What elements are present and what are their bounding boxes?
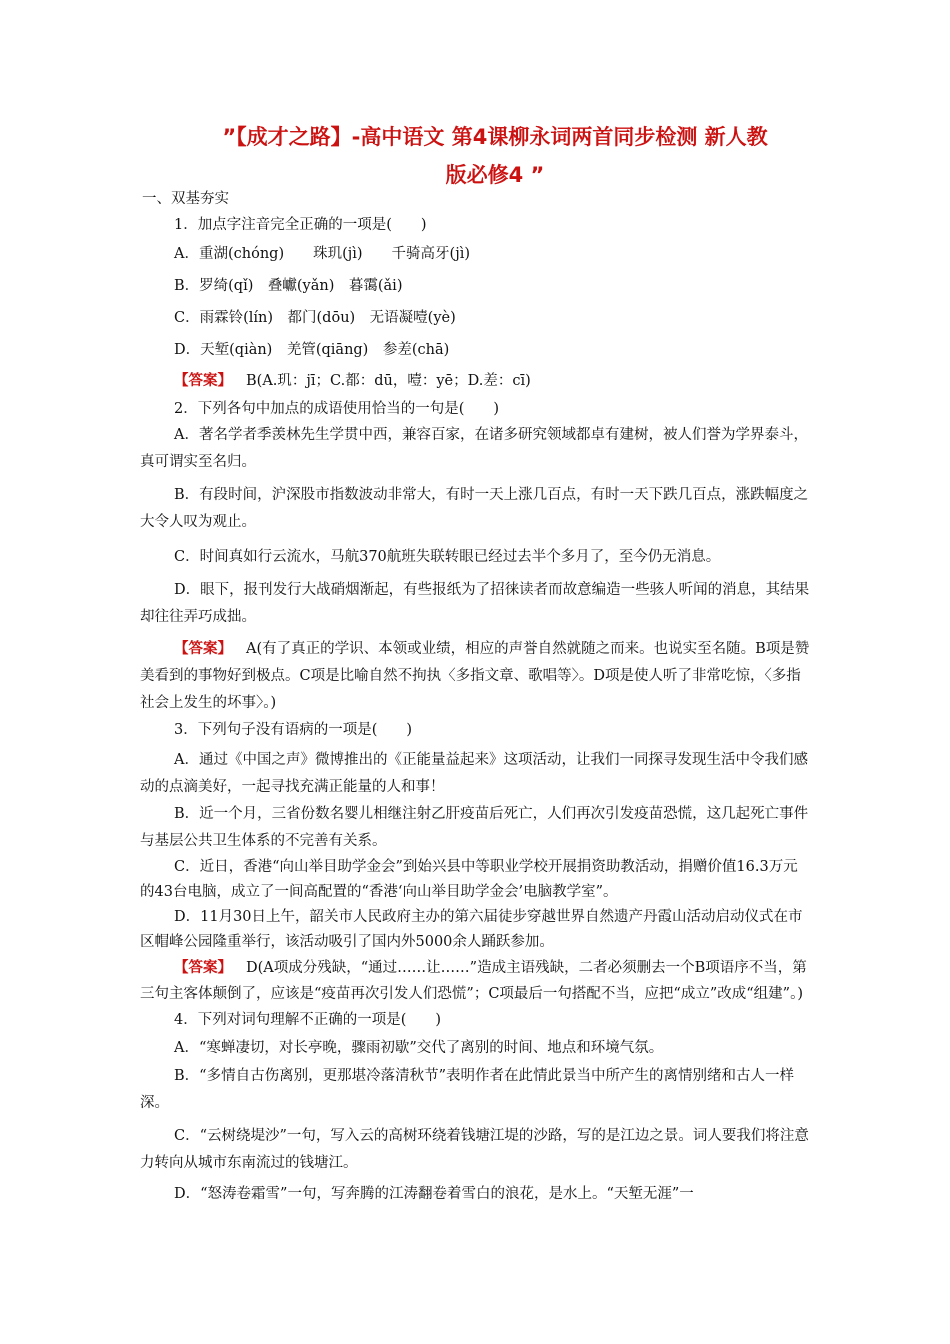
question-3-option-d: D．11月30日上午，韶关市人民政府主办的第六届徒步穿越世界自然遗产丹霞山活动启动仪式在市区帽峰公园隆重举行，该活动吸引了国内外5000余人踊跃参加。 xyxy=(140,909,803,950)
question-1-option-b: B．罗绮(qǐ) 叠巘(yǎn) 暮霭(ǎi) xyxy=(174,278,403,294)
answer-label: 【答案】 xyxy=(174,959,232,976)
answer-text: B(A.玑：jī；C.都：dū，噎：yē；D.差：cī) xyxy=(246,373,531,389)
question-4-stem: 4．下列对词句理解不正确的一项是( ) xyxy=(174,1012,442,1028)
question-1-option-a: A．重湖(chóng) 珠玑(jì) 千骑高牙(jì) xyxy=(174,246,470,262)
question-2-option-a: A．著名学者季羡林先生学贯中西，兼容百家，在诸多研究领域都卓有建树，被人们誉为学界泰斗，真可谓实至名归。 xyxy=(140,427,808,470)
answer-label: 【答案】 xyxy=(174,372,232,389)
question-3-option-a: A．通过《中国之声》微博推出的《正能量益起来》这项活动，让我们一同探寻发现生活中令我们感动的点滴美好，一起寻找充满正能量的人和事！ xyxy=(140,752,808,795)
question-4-option-d: D．“怒涛卷霜雪”一句，写奔腾的江涛翻卷着雪白的浪花，是水上。“天堑无涯”一 xyxy=(174,1186,694,1202)
question-4-option-b: B．“多情自古伤离别，更那堪冷落清秋节”表明作者在此情此景当中所产生的离情别绪和古人一样深。 xyxy=(140,1068,794,1111)
question-3-stem: 3．下列句子没有语病的一项是( ) xyxy=(174,722,413,738)
question-2-option-b: B．有段时间，沪深股市指数波动非常大，有时一天上涨几百点，有时一天下跌几百点，涨跌幅度之大令人叹为观止。 xyxy=(140,487,809,530)
section-heading: 一、双基夯实 xyxy=(142,191,229,207)
document-title xyxy=(100,118,890,194)
question-1-option-d: D．天堑(qiàn) 羌管(qiāng) 参差(chā) xyxy=(174,342,450,358)
question-3-option-b: B．近一个月，三省份数名婴儿相继注射乙肝疫苗后死亡，人们再次引发疫苗恐慌，这几起死亡事件与基层公共卫生体系的不完善有关系。 xyxy=(140,806,809,849)
question-1-stem: 1．加点字注音完全正确的一项是( ) xyxy=(174,217,427,233)
question-4-option-a: A．“寒蝉凄切，对长亭晚，骤雨初歇”交代了离别的时间、地点和环境气氛。 xyxy=(174,1040,664,1056)
title-line-1: ”【成才之路】-高中语文 第4课柳永词两首同步检测 新人教 xyxy=(222,125,768,149)
question-3-option-c: C．近日，香港“向山举目助学金会”到始兴县中等职业学校开展捐资助教活动，捐赠价值16.3万元的43台电脑，成立了一间高配置的“香港‘向山举目助学金会’电脑教学室”。 xyxy=(140,859,798,900)
title-line-2: 版必修4 ” xyxy=(445,163,545,187)
question-3-answer xyxy=(140,955,812,1007)
question-2-stem: 2．下列各句中加点的成语使用恰当的一句是( ) xyxy=(174,401,500,417)
question-2-answer xyxy=(140,635,812,717)
question-1-answer xyxy=(140,366,812,396)
question-1-option-c: C．雨霖铃(lín) 都门(dōu) 无语凝噎(yè) xyxy=(174,310,456,326)
question-2-option-d: D．眼下，报刊发行大战硝烟渐起，有些报纸为了招徕读者而故意编造一些骇人听闻的消息，其结果却往往弄巧成拙。 xyxy=(140,582,810,625)
answer-label: 【答案】 xyxy=(174,640,232,657)
answer-text: D(A项成分残缺，“通过……让……”造成主语残缺，二者必须删去一个B项语序不当，第三句主客体颠倒了，应该是“疫苗再次引发人们恐慌”；C项最后一句搭配不当，应把“成立”改成“组建”。) xyxy=(140,960,807,1002)
question-2-option-c: C．时间真如行云流水，马航370航班失联转眼已经过去半个多月了，至今仍无消息。 xyxy=(174,549,721,565)
question-4-option-c: C．“云树绕堤沙”一句，写入云的高树环绕着钱塘江堤的沙路，写的是江边之景。词人要我们将注意力转向从城市东南流过的钱塘江。 xyxy=(140,1128,809,1171)
document-body xyxy=(140,186,812,1208)
answer-text: A(有了真正的学识、本领或业绩，相应的声誉自然就随之而来。也说实至名随。B项是赞美看到的事物好到极点。C项是比喻自然不拘执〈多指文章、歌唱等〉。D项是使人听了非常吃惊，〈多指社会上发生的坏事〉。) xyxy=(140,641,810,711)
